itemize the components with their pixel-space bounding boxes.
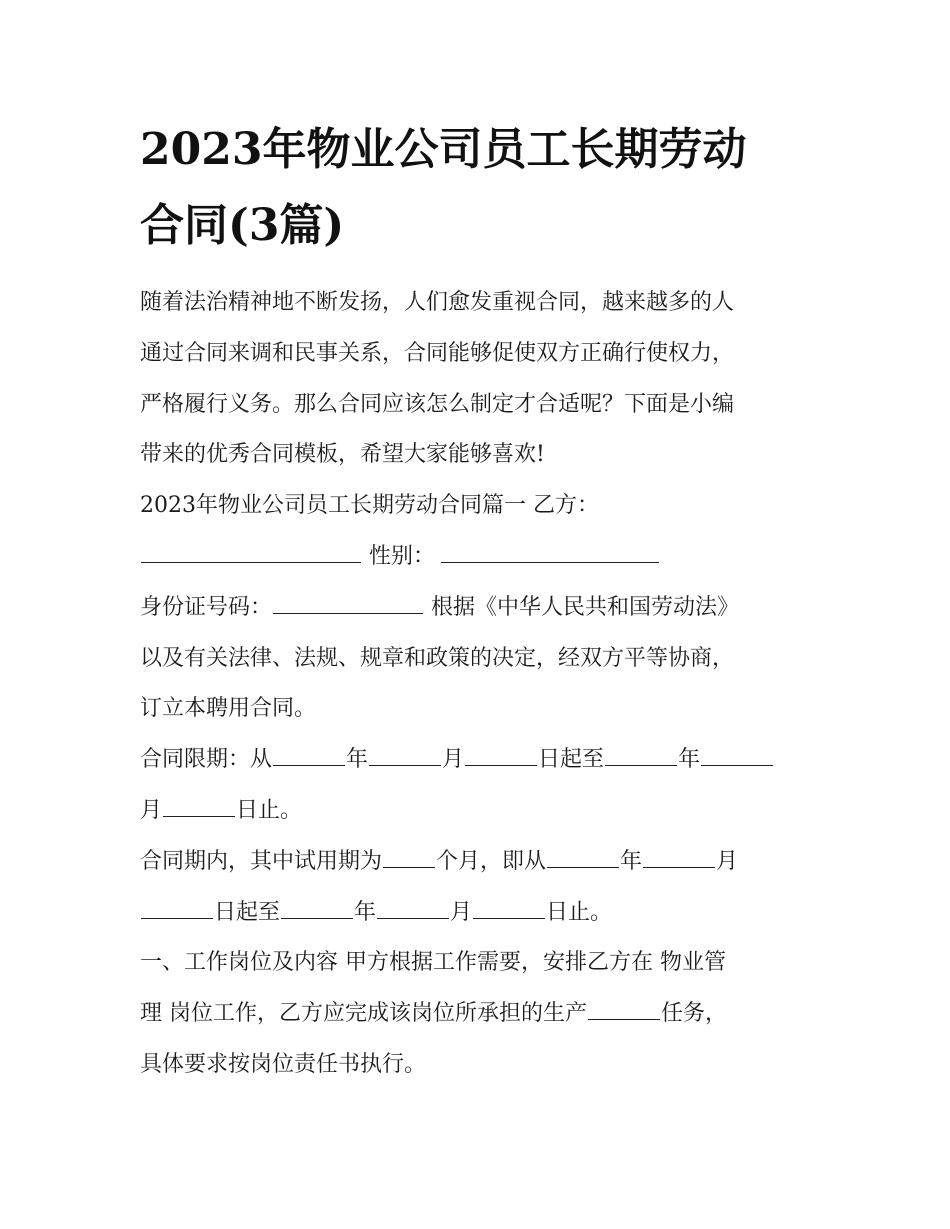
term-month-label: 月 bbox=[442, 747, 465, 773]
term-day-start-label: 日起至 bbox=[538, 747, 605, 773]
intro-line: 通过合同来调和民事关系，合同能够促使双方正确行使权力， bbox=[140, 340, 735, 366]
intro-line: 随着法治精神地不断发扬，人们愈发重视合同，越来越多的人 bbox=[140, 290, 735, 315]
intro-line: 严格履行义务。那么合同应该怎么制定才合适呢？下面是小编 bbox=[140, 391, 735, 417]
probation-day-end-label: 日止。 bbox=[546, 899, 613, 925]
term-year-label: 年 bbox=[346, 747, 369, 773]
term-day-end-label: 日止。 bbox=[236, 797, 303, 823]
title-line-2: 合同(3篇) bbox=[140, 200, 345, 251]
clause-line bbox=[140, 989, 820, 1040]
probation-end-day-blank bbox=[473, 896, 545, 919]
probation-start-year-blank bbox=[547, 845, 619, 868]
basis-text: 根据《中华人民共和国劳动法》 bbox=[424, 594, 740, 620]
term-label: 合同限期：从 bbox=[140, 747, 273, 773]
term-year-label: 年 bbox=[678, 747, 701, 773]
name-gender-line bbox=[140, 532, 820, 583]
clause-text: 理 岗位工作，乙方应完成该岗位所承担的生产 bbox=[140, 1001, 587, 1027]
probation-months-blank bbox=[383, 845, 435, 868]
probation-day-start-label: 日起至 bbox=[214, 899, 281, 925]
term-start-day-blank bbox=[465, 743, 537, 766]
clause-text: 任务， bbox=[661, 1001, 728, 1027]
term-line bbox=[140, 735, 820, 786]
id-line bbox=[140, 583, 820, 634]
probation-line-cont bbox=[140, 888, 820, 939]
probation-start-day-blank bbox=[141, 896, 213, 919]
probation-month-label: 月 bbox=[716, 848, 739, 874]
probation-end-month-blank bbox=[377, 896, 449, 919]
probation-year-label: 年 bbox=[620, 848, 643, 874]
probation-line bbox=[140, 837, 820, 888]
term-line-cont bbox=[140, 786, 820, 837]
clause-line: 具体要求按岗位责任书执行。 bbox=[140, 1051, 427, 1077]
term-start-month-blank bbox=[369, 743, 441, 766]
name-blank bbox=[141, 540, 361, 563]
term-end-day-blank bbox=[163, 794, 235, 817]
probation-month-label: 月 bbox=[450, 899, 473, 925]
term-start-year-blank bbox=[273, 743, 345, 766]
probation-start-month-blank bbox=[643, 845, 715, 868]
probation-months-from: 个月，即从 bbox=[436, 848, 547, 874]
gender-blank bbox=[441, 540, 659, 563]
document-body bbox=[140, 278, 820, 1091]
probation-label: 合同期内，其中试用期为 bbox=[140, 848, 383, 874]
probation-end-year-blank bbox=[281, 896, 353, 919]
title-line-1: 2023年物业公司员工长期劳动 bbox=[140, 124, 747, 175]
term-end-month-blank bbox=[701, 743, 773, 766]
basis-line: 订立本聘用合同。 bbox=[140, 696, 317, 722]
gender-label: 性别： bbox=[362, 543, 435, 569]
term-month-label: 月 bbox=[140, 797, 163, 823]
section-heading: 2023年物业公司员工长期劳动合同篇一 乙方： bbox=[140, 493, 599, 519]
probation-year-label: 年 bbox=[354, 899, 377, 925]
term-end-year-blank bbox=[605, 743, 677, 766]
basis-line: 以及有关法律、法规、规章和政策的决定，经双方平等协商， bbox=[140, 645, 735, 671]
clause-line: 一、工作岗位及内容 甲方根据工作需要，安排乙方在 物业管 bbox=[140, 950, 726, 976]
id-label: 身份证号码： bbox=[140, 594, 273, 620]
document-title bbox=[140, 112, 820, 264]
intro-line: 带来的优秀合同模板，希望大家能够喜欢! bbox=[140, 442, 545, 468]
id-blank bbox=[273, 591, 423, 614]
production-task-blank bbox=[588, 997, 660, 1020]
